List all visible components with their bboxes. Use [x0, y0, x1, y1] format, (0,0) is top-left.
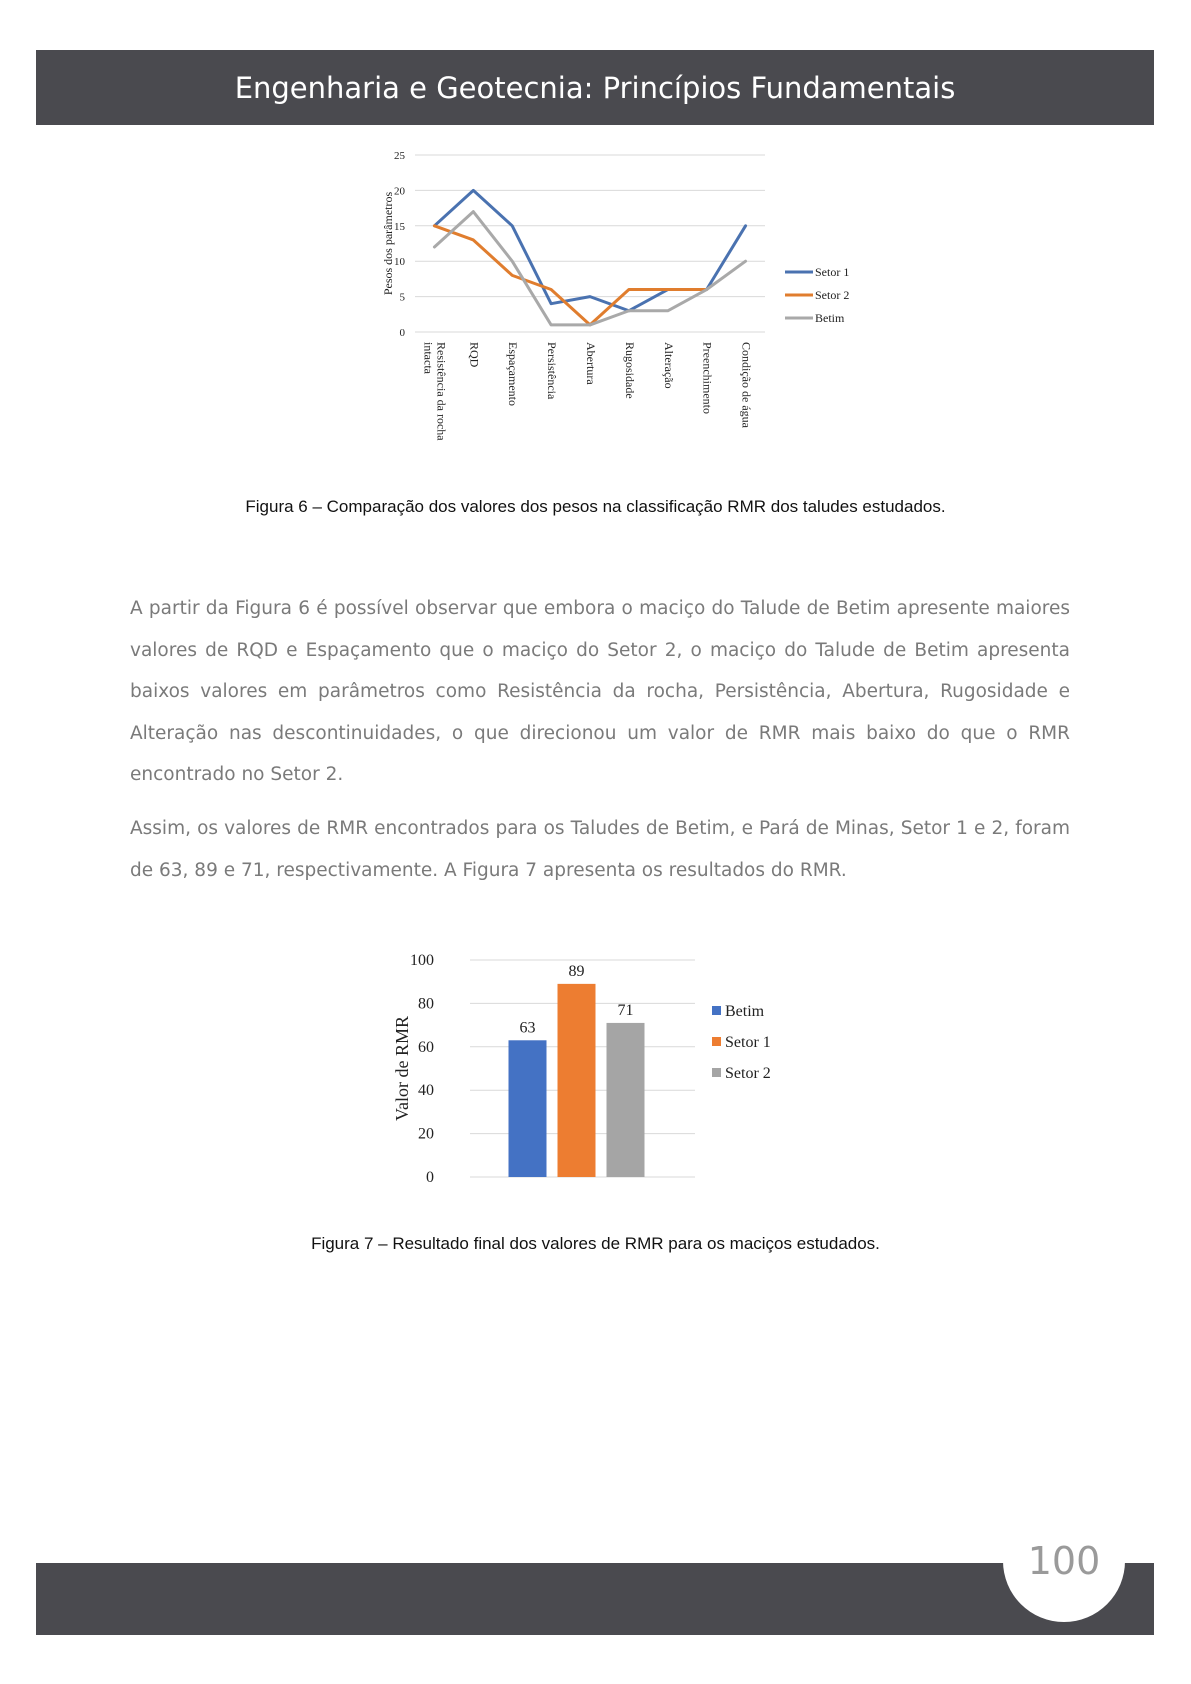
x-tick-label — [740, 342, 754, 429]
figure-7-bar-chart — [390, 935, 830, 1190]
figure-7-caption: Figura 7 – Resultado final dos valores de RMR para os maciços estudados. — [311, 1234, 880, 1253]
y-axis-label: Valor de RMR — [392, 1016, 412, 1121]
legend-label: Setor 2 — [815, 288, 850, 302]
legend-label: Betim — [725, 1003, 765, 1020]
x-tick-label — [701, 342, 715, 414]
x-tick-label — [506, 342, 520, 406]
legend-swatch — [712, 1068, 721, 1077]
legend-swatch — [712, 1006, 721, 1015]
figure-6-line-chart — [380, 140, 940, 490]
y-tick-label: 0 — [426, 1169, 434, 1186]
y-axis-label: Pesos dos parâmetros — [381, 191, 395, 296]
bar-setor-1 — [558, 984, 596, 1177]
y-tick-label: 80 — [418, 995, 434, 1013]
x-tick-label — [545, 342, 559, 400]
page-number: 100 — [1027, 1539, 1101, 1583]
figure-6-caption: Figura 6 – Comparação dos valores dos pesos na classificação RMR dos taludes estudados. — [245, 497, 946, 516]
x-tick-label-line: RQD — [467, 342, 482, 368]
y-tick-label: 25 — [394, 150, 405, 162]
x-tick-label-line: Abertura — [584, 342, 598, 385]
x-tick-label-line: Preenchimento — [700, 342, 715, 414]
bar-data-label: 89 — [568, 962, 585, 980]
x-tick-label-line: Resistência da rocha — [434, 342, 449, 441]
y-tick-label: 60 — [418, 1038, 434, 1056]
x-tick-label — [467, 342, 481, 368]
x-tick-label — [662, 342, 676, 389]
bar-setor-2 — [607, 1023, 645, 1177]
page-header — [36, 50, 1154, 125]
x-tick-label-line: Rugosidade — [622, 342, 637, 399]
bar-data-label: 71 — [617, 1001, 634, 1019]
y-tick-label: 20 — [394, 185, 405, 198]
x-tick-label — [584, 342, 598, 385]
paragraph-2: Assim, os valores de RMR encontrados para os Taludes de Betim, e Pará de Minas, Setor 1 e 2, foram de 63, 89 e 71, respectivamente. A Figura 7 apresenta os resultados do RMR. — [130, 818, 1070, 881]
legend-label: Setor 2 — [725, 1065, 771, 1082]
y-tick-label: 100 — [410, 952, 434, 969]
legend-swatch — [712, 1037, 721, 1046]
y-tick-label: 5 — [399, 291, 405, 304]
page-footer — [36, 1563, 1154, 1635]
legend-label: Setor 1 — [725, 1034, 771, 1051]
paragraph-1: A partir da Figura 6 é possível observar que embora o maciço do Talude de Betim apresente maiores valores de RQD e Espaçamento que o maciço do Setor 2, o maciço do Talude de Betim apresenta baixos valores em parâmetros como Resistência da rocha, Persistência, Abertura, Rugosidade e Alteração nas descontinuidades, o que direcionou um valor de RMR mais baixo do que o RMR encontrado no Setor 2. — [130, 598, 1070, 785]
y-tick-label: 40 — [418, 1082, 434, 1100]
x-tick-label — [623, 342, 637, 399]
x-tick-label-line: Alteração — [661, 342, 676, 389]
page-number-badge — [1003, 1500, 1125, 1622]
series-line-betim — [434, 212, 745, 325]
bar-betim — [509, 1040, 547, 1177]
y-tick-label: 20 — [418, 1125, 434, 1143]
legend-label: Betim — [815, 311, 845, 325]
legend-label: Setor 1 — [815, 265, 850, 279]
x-tick-label — [421, 342, 448, 441]
x-tick-label-line: Espaçamento — [506, 342, 521, 406]
y-tick-label: 0 — [399, 327, 405, 339]
y-tick-label: 15 — [394, 220, 405, 233]
bar-data-label: 63 — [519, 1019, 536, 1037]
x-tick-label-line: Condição de água — [739, 342, 754, 428]
y-tick-label: 10 — [394, 256, 405, 269]
header-title: Engenharia e Geotecnia: Princípios Fundamentais — [234, 70, 956, 105]
x-tick-label-line: intacta — [421, 342, 436, 374]
x-tick-label-line: Persistência — [545, 342, 560, 400]
